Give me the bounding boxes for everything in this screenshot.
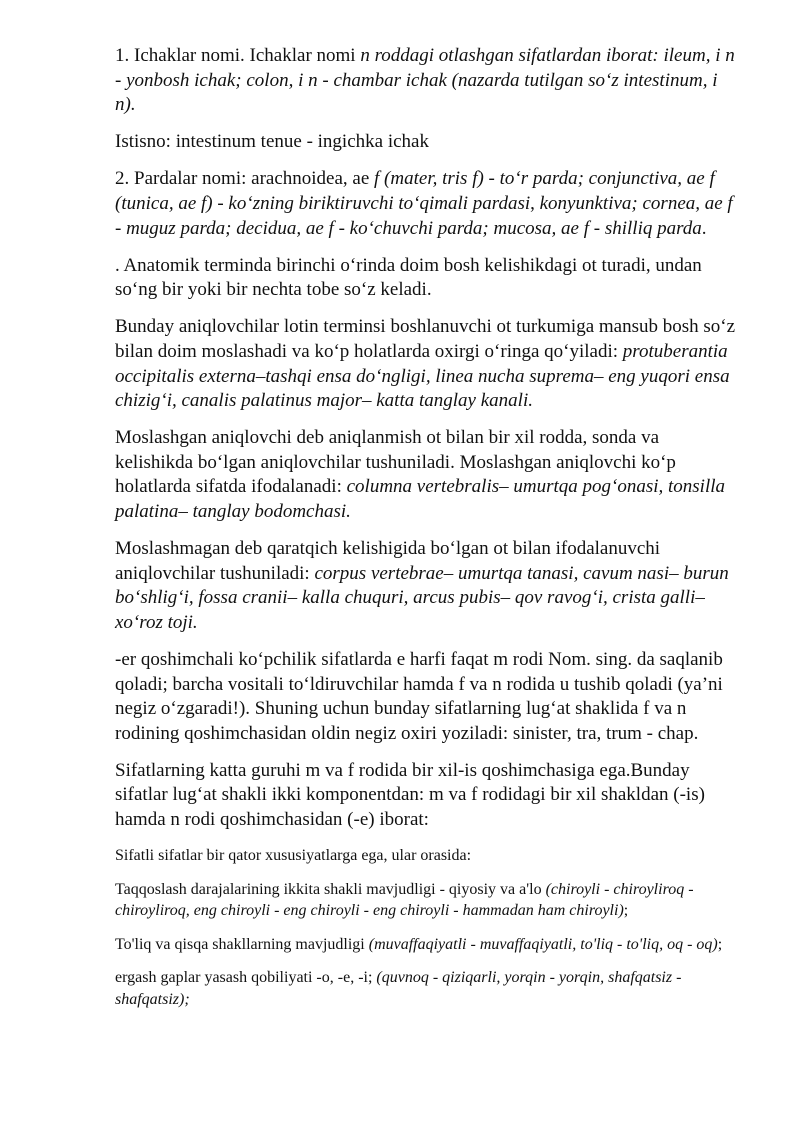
paragraph-7 — [115, 537, 740, 635]
text-run: Sifatli sifatlar bir qator xususiyatlarga ega, ular orasida: — [115, 847, 472, 865]
paragraph-12 — [115, 934, 740, 956]
italic-run: columna vertebralis– umurtqa pog‘onasi, tonsilla palatina– tanglay bodomchasi. — [115, 476, 726, 522]
text-run: , — [530, 192, 540, 214]
italic-run: n roddagi otlashgan sifatlardan iborat: ileum, i n - yonbosh ichak; colon, i n - chambar ichak (nazarda tutilgan so‘z intestinum, i n). — [115, 45, 735, 116]
paragraph-13 — [115, 967, 740, 1010]
italic-run: (quvnoq - qiziqarli, yorqin - yorqin, shafqatsiz - shafqatsiz); — [115, 969, 682, 1008]
italic-run: (muvaffaqiyatli - muvaffaqiyatli, to'liq - to'liq, oq - oq) — [368, 935, 718, 953]
text-run: Moslashmagan deb qaratqich kelishigida bo‘lgan ot bilan ifodalanuvchi aniqlovchilar tushuniladi: — [115, 538, 661, 584]
text-run: 2. Pardalar nomi: arachnoidea, ae — [115, 168, 375, 190]
paragraph-5 — [115, 315, 740, 413]
text-run: . Anatomik terminda birinchi o‘rinda doim bosh kelishikdagi ot turadi, undan so‘ng bir yoki bir nechta tobe so‘z keladi. — [115, 254, 702, 301]
italic-run: f (mater, tris f) - to‘r parda; conjunctiva, ae f (tunica, ae f) - ko‘zning biriktiruvchi to‘qimali pardasi — [115, 168, 715, 214]
paragraph-4 — [115, 254, 740, 303]
italic-run: (chiroyli - chiroyliroq - chiroyliroq, eng chiroyli - eng chiroyli - eng chiroyli - hammadan ham chiroyli) — [115, 880, 694, 920]
text-run: -er qoshimchali ko‘pchilik sifatlarda e harfi faqat m rodi Nom. sing. da saqlanib qoladi; barcha vositali to‘ldiruvchilar hamda f va n rodida u tushib qoladi (ya’ni negiz o‘zgaradi!). Shuning uchun bunday sifatlarning lug‘at shaklida f va n rodining qoshimchasidan oldin negiz oxiri yoziladi: sinister, tra, trum - chap. — [115, 648, 723, 744]
text-run: ergash gaplar yasash qobiliyati -o, -e, -i; — [115, 969, 377, 987]
paragraph-9 — [115, 759, 740, 833]
text-run: . — [701, 217, 707, 239]
paragraph-1 — [115, 44, 740, 118]
text-run: ; — [623, 902, 629, 920]
paragraph-2 — [115, 130, 740, 155]
text-run: To'liq va qisqa shakllarning mavjudligi — [115, 935, 369, 953]
text-run: Istisno: intestinum tenue - ingichka ichak — [115, 131, 429, 153]
text-run: ; — [717, 935, 723, 953]
text-run: Moslashgan aniqlovchi deb aniqlanmish ot bilan bir xil rodda, sonda va kelishikda bo‘lgan aniqlovchilar tushuniladi. Moslashgan aniqlovchi ko‘p holatlarda sifatda ifodalanadi: — [115, 427, 676, 498]
italic-run: protuberantia occipitalis externa–tashqi ensa do‘ngligi, linea nucha suprema– eng yuqori ensa chizig‘i, canalis palatinus major– katta tanglay kanali. — [115, 340, 730, 412]
paragraph-11 — [115, 879, 740, 922]
text-run: Sifatlarning katta guruhi m va f rodida bir xil-is qoshimchasiga ega.Bunday sifatlar lug‘at shakli ikki komponentdan: m va f rodidagi bir xil shakldan (-is) hamda n rodi qoshimchasidan (-e) iborat: — [115, 759, 705, 831]
text-run: Taqqoslash darajalarining ikkita shakli mavjudligi - qiyosiy va a'lo — [115, 880, 546, 898]
paragraph-8 — [115, 648, 740, 746]
text-run: 1. Ichaklar nomi. Ichaklar nomi — [115, 45, 361, 66]
paragraph-6 — [115, 426, 740, 524]
document-page — [115, 44, 740, 1010]
paragraph-3 — [115, 167, 740, 241]
italic-run: konyunktiva; cornea, ae f - muguz parda; decidua, ae f - ko‘chuvchi parda; mucosa, ae f - shilliq parda — [115, 192, 733, 239]
paragraph-10 — [115, 845, 740, 867]
italic-run: corpus vertebrae– umurtqa tanasi, cavum nasi– burun bo‘shlig‘i, fossa cranii– kalla chuquri, arcus pubis– qov ravog‘i, crista galli– xo‘roz toji. — [115, 562, 729, 633]
text-run: Bunday aniqlovchilar lotin terminsi boshlanuvchi ot turkumiga mansub bosh so‘z bilan doim moslashadi va ko‘p holatlarda oxirgi o‘ringa qo‘yiladi: — [115, 316, 736, 362]
